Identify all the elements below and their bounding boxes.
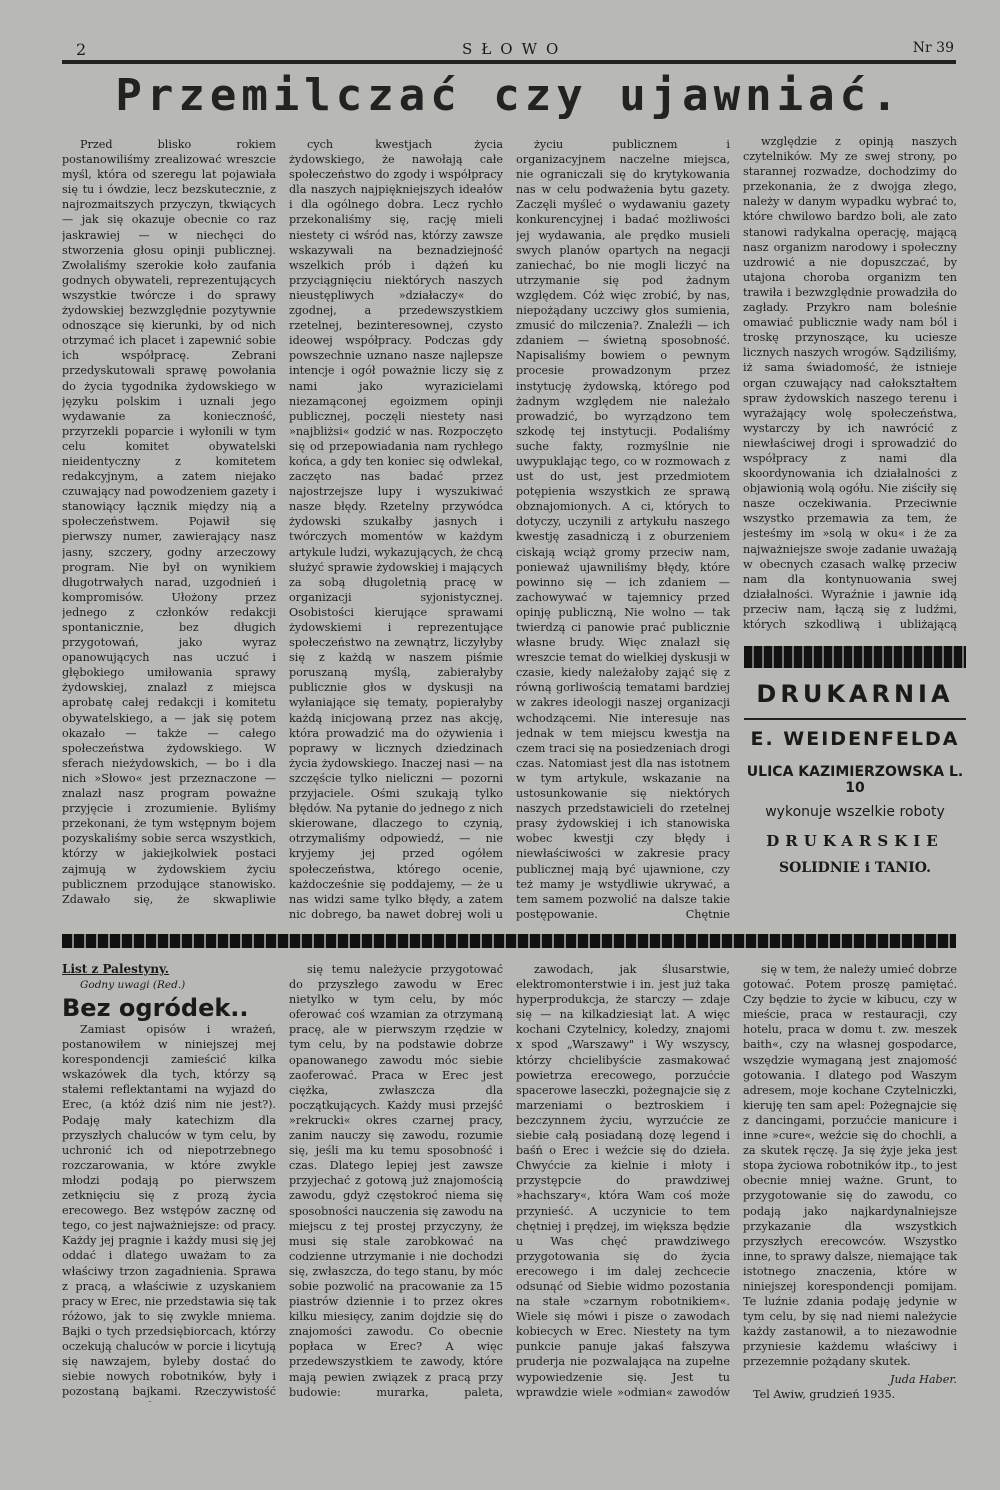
article-column-3: [516, 137, 730, 923]
ad-border: [744, 646, 966, 668]
article-title: Bez ogródek..: [62, 994, 249, 1022]
section-kicker: List z Palestyny.: [62, 962, 169, 976]
ad-print-type: DRUKARSKIE: [766, 832, 944, 850]
ad-address: ULICA KAZIMIERZOWSKA L. 10: [746, 764, 964, 796]
letter-column-4: [743, 962, 957, 1372]
author-name: Juda Haber.: [890, 1373, 957, 1386]
article-headline: Przemilczać czy ujawniać.: [115, 70, 903, 121]
page-header: [62, 38, 956, 64]
article-column-2: [289, 137, 503, 923]
column-text: Przed blisko rokiem postanowiliśmy zrealizować wreszcie myśl, która od szeregu lat pojawiała się tu i ówdzie, lecz bezskutecznie, z najrozmaitszych przyczyn, tkwiących — jak się okazuje obecnie co raz jaskrawiej — w niechęci do stworzenia głosu opinji publicznej. Zwołaliśmy szerokie koło zaufania godnych obywateli, reprezentujących wszystkie twórcze i do sprawy żydowskiej bezwzględnie pozytywnie odnoszące się kierunki, by od nich otrzymać ich placet i zapewnić sobie ich współpracę. Zebrani przedyskutowali sprawę powołania do życia tygodnika żydowskiego w języku polskim i uznali jego wydawanie za konieczność, przyrzekli poparcie i wyłonili w tym celu komitet obywatelski nieidentyczny z komitetem redakcyjnym, a zatem niejako czuwający nad powodzeniem gazety i stanowiący łącznik między nią a społeczeństwem. Pojawił się pierwszy numer, zawierający nasz jasny, szczery, godny arzeczowy program. Nie był on wynikiem długotrwałych narad, uzgodnień i kompromisów. Ułożony przez jednego z członków redakcji spontanicznie, bez długich przygotowań, jako wyraz opanowujących nas uczuć i głębokiego umiłowania sprawy żydowskiej, znalazł z miejsca aprobatę całej redakcji i komitetu obywatelskiego, a — jak się potem okazało — także — całego społeczeństwa żydowskiego. W sferach nieżydowskich, — bo i dla nich »Słowo« jest przeznaczone — znalazł nasz program poważne przyjęcie i zrozumienie. Byliśmy przekonani, że tym wstępnym bojem pozyskaliśmy sobie serca wszystkich, którzy w jakiejkolwiek postaci zajmują w żydowskiem życiu publicznem przodujące stanowisko. Zdawało się, że skwapliwie: [62, 138, 276, 906]
editor-note: Godny uwagi (Red.): [80, 979, 186, 991]
column-text: życiu publicznem i organizacyjnem naczelne miejsca, nie ograniczali się do krytykowania nas w celu podważenia bytu gazety. Zaczęli myśleć o wydawaniu gazety konkurencyjnej i badać możliwości jej wydawania, ale prędko musieli swych planów opartych na negacji zaniechać, bo nie mogli liczyć na utrzymanie się pod żadnym względem. Cóż więc zrobić, by nas, niepożądany uczciwy głos sumienia, zmusić do milczenia?. Znaleźli — ich zdaniem — świetną sposobność. Napisaliśmy bowiem o pewnym procesie prowadzonym przez instytucję żydowską, którego pod żadnym względem nie należało prowadzić, bo wyrządzono tem szkodę tej instytucji. Podaliśmy suche fakty, rozmyślnie nie uwypuklając tego, co w rozmowach z ust do ust, jest przedmiotem potępienia wszystkich ze sprawą obznajomionych. A ci, których to dotyczy, uczynili z artykułu naszego kwestję zasadniczą i z oburzeniem ciskają wciąż gromy przeciw nam, ponieważ ujawniliśmy błędy, które powinno się — ich zdaniem — zachowywać w tajemnicy przed opinję publiczną, Nie wolno — tak twierdzą ci panowie prać publicznie własne brudy. Więc znalazł się wreszcie temat do wielkiej dyskusji w czasie, kiedy należałoby zająć się z równą gorliwością tematami bardziej w zakres ideologji naszej organizacji wchodzącemi. Nie interesuje nas jednak w tem miejscu kwestja na czem traci się na posiedzeniach drogi czas. Natomiast jest dla nas istotnem w tym artykule, wskazanie na ustosunkowanie się niektórych naszych przedstawicieli do rzetelnej prasy żydowskiej i ich stanowiska wobec kwestji czy błędy i niewłaściwości w zakresie pracy publicznej mają być ujawnione, czy też mamy je wstydliwie ukrywać, a tem samem pozwolić na dalsze takie postępowanie. Chętnie: [516, 138, 730, 921]
letter-column-3: [516, 962, 730, 1402]
ad-title: DRUKARNIA: [756, 680, 954, 708]
ad-services: wykonuje wszelkie roboty: [765, 804, 945, 820]
printing-house-ad: [744, 646, 966, 906]
letter-signature: [743, 1372, 957, 1402]
article-column-1: [62, 137, 276, 907]
header-rule: [62, 60, 956, 64]
letter-column-2: [289, 962, 503, 1402]
column-text: Zamiast opisów i wrażeń, postanowiłem w niniejszej mej korespondencji zamieścić kilka wskazówek dla tych, którzy są stałemi reflektantami na wyjazd do Erec, (a któż dziś nim nie jest?). Podaję mały katechizm dla przyszłych chaluców w tym celu, by uchronić ich od niepotrzebnego rozczarowania, w które zwykle młodzi podają po pierwszem zetknięciu się z prozą życia erecowego. Bez wstępów zacznę od tego, co jest najważniejsze: od pracy. Każdy jej pragnie i każdy musi się jej oddać i dlatego uważam to za właściwy trzon zagadnienia. Sprawa z pracą, a właściwie z uzyskaniem pracy w Erec, nie przedstawia się tak różowo, jak to się zwykle mniema. Bajki o tych przedsiębiorcach, którzy oczekują chaluców w porcie i licytują się nawzajem, byleby dostać do siebie nowych robotników, były i pozostaną bajkami. Rzeczywistość: [62, 1023, 276, 1399]
ad-quality: SOLIDNIE i TANIO.: [778, 860, 932, 876]
column-text: zawodach, jak ślusarstwie, elektromonterstwie i in. jest już taka hyperprodukcja, że starczy — zdaje się — na kilkadziesiąt lat. A więc kochani Czytelnicy, koledzy, znajomi x spod „Warszawy" i Wy wszyscy, którzy chcielibyście zasmakować powietrza erecowego, porzućcie spacerowe laseczki, pożegnajcie się z marzeniami o beztroskiem i bezczynnem życiu, wyrzućcie ze siebie całą posiadaną dozę legend i baśń o Erec i weźcie się do dzieła. Chwyćcie za kielnie i młoty i przystępcie do prawdziwej »hachszary«, która Wam coś może przynieść. A uczynicie to tem chętniej i prędzej, im większa będzie u Was chęć prawdziwego przygotowania się do życia erecowego i im dalej zechcecie odsunąć od Siebie widmo pozostania na stałe »czarnym robotnikiem«. Wiele się mówi i pisze o zawodach kobiecych w Erec. Niestety na tym punkcie panuje jakaś fałszywa pruderja nie pozwalająca na zupełne wypowiedzenie się. Jest tu wprawdzie wiele »odmian« zawodów: [516, 963, 730, 1399]
column-text: się temu należycie przygotować do przyszłego zawodu w Erec nietylko w tym celu, by móc oferować coś wzamian za otrzymaną pracę, ale w pierwszym rzędzie w tym celu, by na podstawie dobrze opanowanego zawodu móc siebie zaoferować. Praca w Erec jest ciężka, zwłaszcza dla początkujących. Każdy musi przejść »rekrucki« okres czarnej pracy, zanim nauczy się zawodu, rozumie się, jeśli ma ku temu sposobność i czas. Dlatego lepiej jest zawsze przyjechać z gotową już znajomością zawodu, gdyż częstokroć niema się sposobności nauczenia się zawodu na miejscu z tej prostej przyczyny, że musi się stale zarobkować na codzienne utrzymanie i nie dochodzi się, zwłaszcza, do tego stanu, by móc sobie pozwolić na pracowanie za 15 piastrów dziennie i to przez okres kilku miesięcy, zanim dojdzie się do znajomości zawodu. Co obecnie popłaca w Erec? A więc przedewszystkiem te zawody, które mają pewien związek z pracą przy budowie: murarka, paleta,: [289, 963, 503, 1399]
letter-column-1: [62, 1022, 276, 1402]
issue-number: Nr 39: [912, 40, 954, 56]
page-number: 2: [76, 40, 87, 59]
section-divider: [62, 934, 956, 948]
column-text: względzie z opinją naszych czytelników. My ze swej strony, po starannej rozwadze, dochodzimy do przekonania, że z dwojga złego, należy w danym wypadku wybrać to, które chwilowo bardzo boli, ale zato stanowi radykalna operację, mającą nasz organizm narodowy i społeczny uzdrowić a nie dopuszczać, by utajona choroba organizm ten trawiła i bezwzględnie prowadziła do zagłady. Przykro nam boleśnie omawiać publicznie wady nam ból i troskę przynoszące, ku uciesze licznych naszych wrogów. Sądziliśmy, iż sama świadomość, że istnieje organ czuwający nad całokształtem spraw żydowskich naszego terenu i wyrażający wolę społeczeństwa, wystarczy by ich nawrócić z niewłaściwej drogi i sprowadzić do współpracy z nami dla skoordynowania ich działalności z objawionią wolą ogółu. Nie ziściły się nasze oczekiwania. Przeciwnie wszystko przemawia za tem, że jesteśmy im »solą w oku« i że za najważniejsze swoje zadanie uważają w obecnych czasach walkę przeciw nam dla kontynuowania swej działalności. Wyraźnie i jawnie idą przeciw nam, łączą się z ludźmi, których szkodliwą i ubliżającą: [743, 135, 957, 631]
newspaper-name: SŁOWO: [462, 40, 568, 58]
column-text: cych kwestjach życia żydowskiego, że nawołają całe społeczeństwo do zgody i współpracy dla naszych najpiękniejszych ideałów i dla ogólnego dobra. Lecz rychło przekonaliśmy się, rację mieli niestety ci wśród nas, którzy zawsze wskazywali na beznadziejność wszelkich prób i dążeń ku przyciągnięciu niektórych naszych nieustępliwych »działaczy« do zgodnej, a przedewszystkiem rzetelnej, bezinteresownej, czysto ideowej współpracy. Podczas gdy powszechnie uznano nasze najlepsze intencje i ogół poważnie liczy się z nami jako wyrazicielami niezamąconej egoizmem opinji publicznej, poczęli niestety nasi »najbliżsi« godzić w nas. Rozpoczęto się od przepowiadania nam rychłego końca, a gdy ten koniec się odwlekał, zaczęto nas badać przez najostrzejsze lupy i wyszukiwać nasze błędy. Rzetelny przywódca żydowski szukałby jasnych i twórczych momentów w każdym artykule ludzi, wykazujących, że chcą służyć sprawie żydowskiej i mających za sobą długoletnią pracę w organizacji syjonistycznej. Osobistości kierujące sprawami żydowskiemi i reprezentujące społeczeństwo na zewnątrz, liczyłyby się z każdą w naszem piśmie poruszaną myślą, zabierałyby publicznie głos w dyskusji na wyłaniające się tematy, popierałyby każdą inicjowaną przez nas akcję, która prowadzić ma do ożywienia i poprawy w licznych dziedzinach życia żydowskiego. Inaczej nasi — na szczęście tylko nieliczni — pozorni przyjaciele. Ośmi szukają tylko błędów. Na pytanie do jednego z nich skierowane, dlaczego to czynią, otrzymaliśmy odpowiedź, — nie kryjemy jej przed ogółem społeczeństwa, którego ocenie, każdocześnie się poddajemy, — że u nas widzi same tylko błędy, a zatem nic dobrego, ba nawet dobrej woli u: [289, 138, 503, 921]
column-text: się w tem, że należy umieć dobrze gotować. Potem proszę pamiętać. Czy będzie to życie w kibucu, czy w mieście, praca w restauracji, czy hotelu, praca w domu t. zw. meszek baith«, czy na własnej gospodarce, wszędzie wymaganą jest znajomość gotowania. I dlatego pod Waszym adresem, moje kochane Czytelniczki, kieruję ten sam apel: Pożegnajcie się z dancingami, porzućcie manicure i inne »cure«, weźcie się do chochli, a za skutek ręczę. Ja się żyje jeka jest stopa życiowa robotników itp., to jest obecnie mniej ważne. Grunt, to przygotowanie się do zawodu, co podają jako najkardynalniejsze przykazanie dla wszystkich przyszłych erecowców. Wszystko inne, to sprawy dalsze, niemające tak istotnego znaczenia, które w niniejszej korespondencji pomijam. Te luźnie zdania podaję jedynie w tym celu, by się nad niemi należycie każdy zastanowił, a to niezawodnie przyniesie każdemu właściwy i przezemnie pożądany skutek.: [743, 963, 957, 1369]
ad-owner: E. WEIDENFELDA: [744, 718, 966, 750]
dateline: Tel Awiw, grudzień 1935.: [753, 1388, 896, 1401]
article-column-4: [743, 134, 957, 634]
